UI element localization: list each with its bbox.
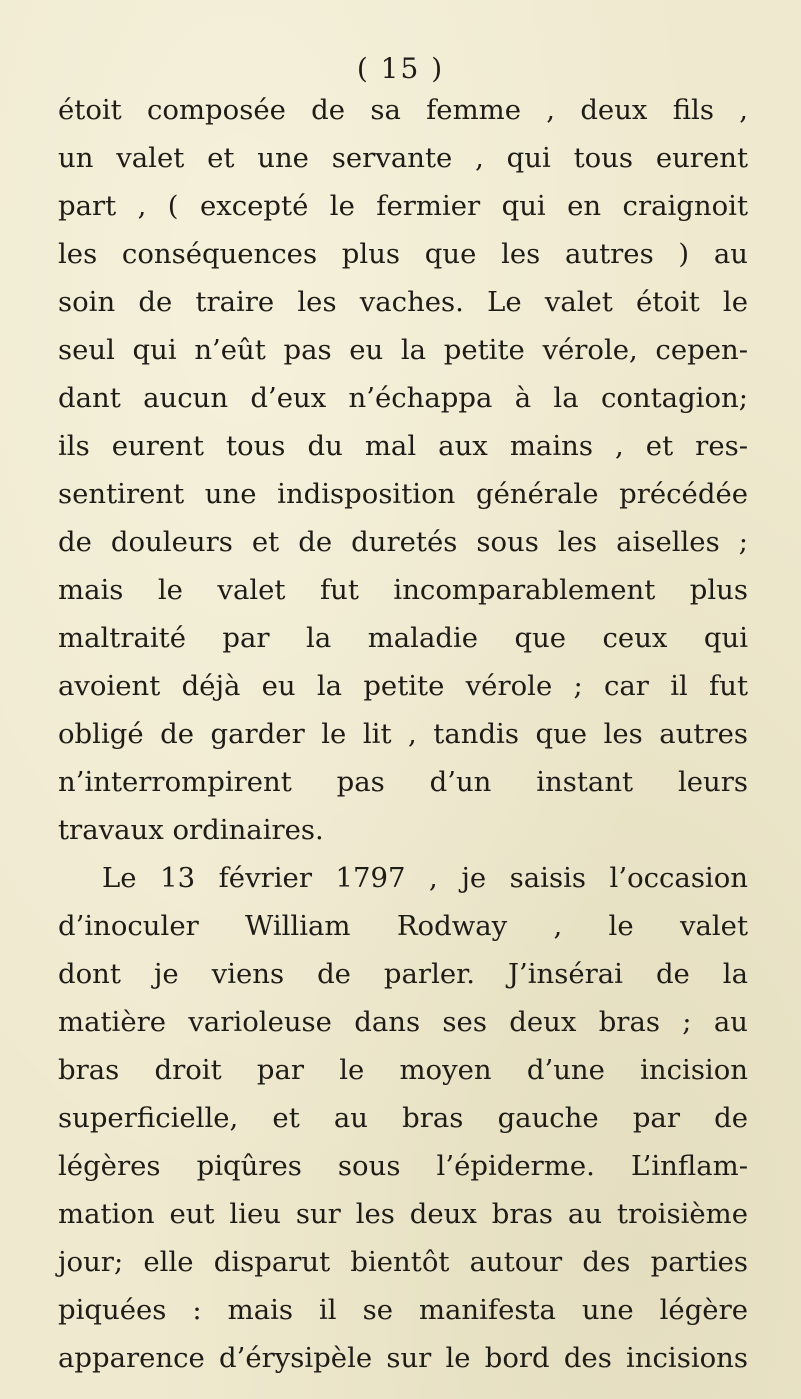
page-number: ( 15 ) bbox=[356, 52, 445, 85]
text-line: les conséquences plus que les autres ) au bbox=[58, 238, 748, 270]
text-line: avoient déjà eu la petite vérole ; car il fut bbox=[58, 670, 748, 702]
text-line: travaux ordinaires. bbox=[58, 814, 324, 846]
text-line: ils eurent tous du mal aux mains , et res- bbox=[58, 430, 748, 462]
text-line: obligé de garder le lit , tandis que les autres bbox=[58, 718, 748, 750]
text-line: superficielle, et au bras gauche par de bbox=[58, 1102, 748, 1134]
text-line: d’inoculer William Rodway , le valet bbox=[58, 910, 748, 942]
text-line: sentirent une indisposition générale précédée bbox=[58, 478, 748, 510]
text-line: part , ( excepté le fermier qui en craignoit bbox=[58, 190, 748, 222]
text-line: mation eut lieu sur les deux bras au troisième bbox=[58, 1198, 748, 1230]
text-line: légères piqûres sous l’épiderme. L’inflam- bbox=[58, 1150, 748, 1182]
text-line: Le 13 février 1797 , je saisis l’occasion bbox=[102, 862, 748, 894]
text-line: seul qui n’eût pas eu la petite vérole, cepen- bbox=[58, 334, 748, 366]
text-line: n’interrompirent pas d’un instant leurs bbox=[58, 766, 748, 798]
text-line: matière varioleuse dans ses deux bras ; au bbox=[58, 1006, 748, 1038]
text-line: soin de traire les vaches. Le valet étoit le bbox=[58, 286, 748, 318]
text-line: étoit composée de sa femme , deux fils , bbox=[58, 94, 748, 126]
text-line: dant aucun d’eux n’échappa à la contagion; bbox=[58, 382, 748, 414]
body-text bbox=[58, 86, 748, 1382]
text-line: apparence d’érysipèle sur le bord des incisions bbox=[58, 1342, 748, 1374]
text-line: piquées : mais il se manifesta une légère bbox=[58, 1294, 748, 1326]
text-line: dont je viens de parler. J’insérai de la bbox=[58, 958, 748, 990]
text-line: jour; elle disparut bientôt autour des parties bbox=[58, 1246, 748, 1278]
text-line: maltraité par la maladie que ceux qui bbox=[58, 622, 748, 654]
text-line: mais le valet fut incomparablement plus bbox=[58, 574, 748, 606]
text-line: de douleurs et de duretés sous les aiselles ; bbox=[58, 526, 748, 558]
text-line: un valet et une servante , qui tous eurent bbox=[58, 142, 748, 174]
text-line: bras droit par le moyen d’une incision bbox=[58, 1054, 748, 1086]
